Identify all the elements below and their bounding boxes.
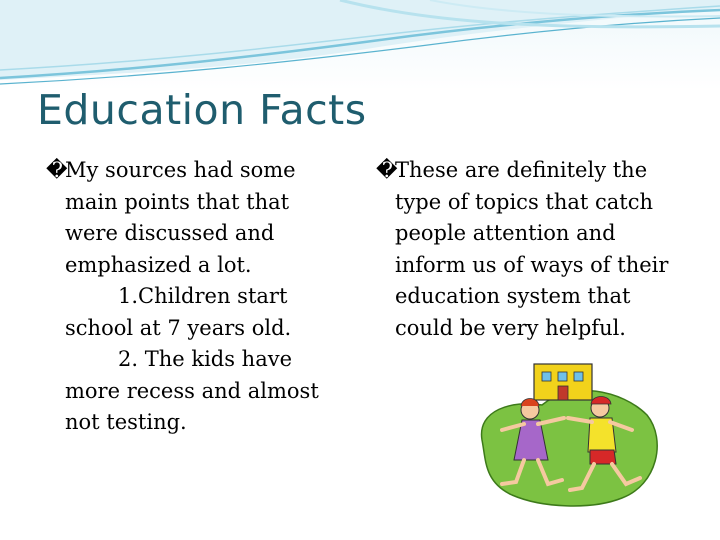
point-two: 2. The kids have more recess and almost not testing. — [65, 347, 319, 434]
bullet-glyph: � — [46, 158, 68, 182]
right-paragraph-text: These are definitely the type of topics that catch people attention and inform us of ways of their education system that could be very helpful. — [395, 158, 669, 340]
right-paragraph — [376, 155, 686, 344]
bullet-glyph: � — [376, 158, 398, 182]
children-playing-clipart — [472, 360, 662, 510]
left-text-column — [46, 155, 346, 439]
point-one: 1.Children start school at 7 years old. — [65, 284, 292, 340]
right-text-column — [376, 155, 686, 344]
slide-title: Education Facts — [37, 86, 367, 134]
header-wave-decoration — [0, 0, 720, 90]
left-intro-text: My sources had some main points that that were discussed and emphasized a lot. — [65, 158, 296, 277]
left-intro-paragraph — [46, 155, 346, 281]
